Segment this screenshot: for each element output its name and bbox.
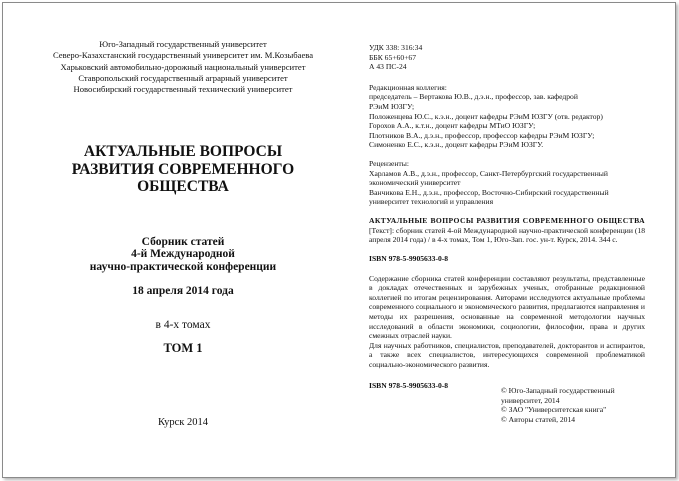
copyright-block	[501, 386, 615, 424]
reviewer-line: университет технологий и управления	[369, 197, 494, 207]
university-line: Харьковский автомобильно-дорожный национальный университет	[60, 61, 306, 72]
description-audience: Для научных работников, специалистов, преподавателей, докторантов и аспирантов, а также всех специалистов, интересующихся современной проблематикой социально-экономического развития.	[369, 340, 645, 370]
code-line: ББК 65+60+67	[369, 52, 417, 62]
reviewer-line: экономический университет	[369, 178, 461, 188]
conference-date: 18 апреля 2014 года	[132, 285, 234, 298]
isbn-bottom: ISBN 978-5-9905633-0-8	[369, 380, 449, 390]
university-line: Ставропольский государственный аграрный университет	[78, 72, 288, 83]
board-member: Плотников В.А., д.э.н., профессор, профессор кафедры РЭиМ ЮЗГУ;	[369, 130, 595, 140]
volumes-note: в 4-х томах	[155, 319, 211, 332]
title-line: ОБЩЕСТВА	[137, 178, 229, 196]
copyright-line: университет, 2014	[501, 395, 560, 405]
classification-codes	[369, 43, 645, 72]
document-frame	[2, 2, 676, 478]
board-title: Редакционная коллегия:	[369, 82, 447, 92]
annotation-text: [Текст]: сборник статей 4-ой Международной научно-практической конференции (18 апреля 2014 года) / в 4-х томах, Том 1, Юго-Зап. гос. ун-т. Курск, 2014. 344 с.	[369, 225, 645, 245]
universities-list	[33, 39, 333, 95]
university-line: Северо-Казахстанский государственный университет им. М.Козыбаева	[52, 50, 314, 61]
board-member: Симоненко Е.С., к.э.н., доцент кафедры РЭиМ ЮЗГУ.	[369, 140, 544, 150]
description	[369, 274, 645, 370]
reviewer-line: Ванчикова Е.Н., д.э.н., профессор, Восточно-Сибирский государственный	[369, 187, 609, 197]
editorial-board	[369, 83, 645, 150]
reviewers	[369, 159, 645, 207]
isbn-top: ISBN 978-5-9905633-0-8	[369, 253, 449, 263]
collection-line: 4-й Международной	[131, 248, 235, 261]
board-member: председатель – Вертакова Ю.В., д.э.н., профессор, зав. кафедрой	[369, 92, 578, 102]
left-page	[33, 39, 333, 428]
description-paragraph: Содержание сборника статей конференции составляют результаты, представленные в докладах отечественных и зарубежных ученых, отобранные редакционной коллегией по итогам рецензирования. Авторами исследуются актуальные проблемы современного социального и экономического развития, предлагаются направления и методы их разрешения, основанные на современной методологии научных исследований в области экономики, социологии, философии, права и других смежных отраслей науки.	[369, 273, 645, 341]
copyright-line: © Авторы статей, 2014	[501, 414, 576, 424]
copyright-line: © ЗАО "Университетская книга"	[501, 405, 607, 415]
volume-number: ТОМ 1	[163, 341, 203, 356]
title-line: АКТУАЛЬНЫЕ ВОПРОСЫ	[83, 143, 283, 161]
collection-line: научно-практической конференции	[89, 260, 277, 273]
board-member: Горохов А.А., к.т.н., доцент кафедры МТиО ЮЗГУ;	[369, 121, 536, 131]
board-member: РЭиМ ЮЗГУ;	[369, 101, 415, 111]
collection-subtitle	[33, 236, 333, 274]
university-line: Новосибирский государственный технический университет	[73, 84, 293, 95]
reviewer-line: Харламов А.В., д.э.н., профессор, Санкт-Петербургский государственный	[369, 168, 608, 178]
title-line: РАЗВИТИЯ СОВРЕМЕННОГО	[71, 160, 295, 178]
code-line: А 43 ПС-24	[369, 62, 407, 72]
university-line: Юго-Западный государственный университет	[99, 39, 267, 49]
collection-line: Сборник статей	[141, 235, 225, 248]
reviewers-title: Рецензенты:	[369, 158, 409, 168]
annotation-title: АКТУАЛЬНЫЕ ВОПРОСЫ РАЗВИТИЯ СОВРЕМЕННОГО ОБЩЕСТВА	[369, 215, 645, 225]
right-page	[369, 43, 645, 401]
code-line: УДК 338: 316:34	[369, 43, 423, 52]
bibliographic-annotation	[369, 216, 645, 245]
city-year: Курск 2014	[157, 417, 209, 428]
book-title	[33, 143, 333, 196]
board-member: Положенцева Ю.С., к.э.н., доцент кафедры РЭиМ ЮЗГУ (отв. редактор)	[369, 111, 603, 121]
copyright-line: © Юго-Западный государственный	[501, 386, 615, 395]
